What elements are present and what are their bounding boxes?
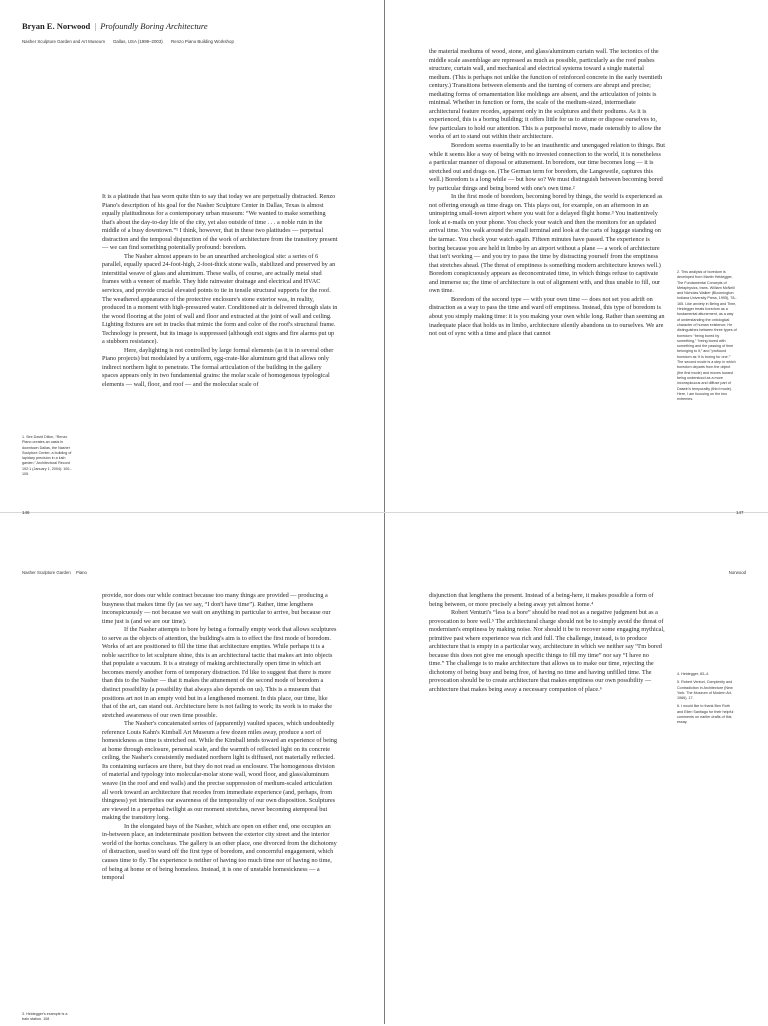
paragraph: Robert Venturi's “less is a bore” should be read not as a negative judgment but as a provocation to bore well.⁵ The architectural charge should not be to simply avoid the threat of modernism's emptiness by making noise. Nor should it be to recover some engaging mythical, primitive past where experience was rich and full. The challenge, instead, is to produce architecture that is empty in a particular way, architecture in which we neither say “I'm bored because this does not give me enough specific things to fill my time” nor say “I have no time.” The challenge is to make architecture that allows us to make our time, rejecting the dichotomy of being busy and being free, of having no time and having unfilled time. The provocation should be to create architecture that makes emptiness our own possibility — architecture that makes being away a necessary companion of place.⁶ xyxy=(429,609,665,694)
body-text xyxy=(102,193,338,390)
footnote-1: 1. See David Dillon, “Renzo Piano creates an oasis in downtown Dallas, the Nasher Sculpture Center, a building of lapidary precision in a lush garden,” Architectural Record 192:1 (January 1, 2004): 100–105. xyxy=(22,435,72,477)
page-lower-right xyxy=(384,512,768,1024)
paragraph: Here, daylighting is not controlled by large formal elements (as it is in several other Piano projects) but modulated by a uniform, egg-crate-like aluminum grid that allows only indirect northern light to penetrate. The formal articulation of the building in the gallery spaces appears only in two fundamental grains: the molar scale of homogenous typological elements — wall, floor, and roof — and the molecular scale of xyxy=(102,346,334,389)
running-head-project: Nasher Sculpture Garden xyxy=(22,570,71,575)
footnote-4: 4. Heidegger, 83–4. xyxy=(677,672,710,676)
page-146 xyxy=(0,0,384,515)
footnotes xyxy=(677,672,737,729)
paragraph: Boredom seems essentially to be an inauthentic and unengaged relation to things. But while it seems like a way of being with no invested connection to the world, it is nonetheless a particular manner of disposal or attunement. In boredom, our time becomes long — it is stretched out and drags on. (The German term for boredom, die Langeweile, captures this well.) Boredom is a long while — but how so? We must distinguish between becoming bored by particular things and being bored with one's own time.² xyxy=(429,142,666,192)
paragraph: In the first mode of boredom, becoming bored by things, the world is experienced as not offering enough as time drags on. This plays out, for example, on an afternoon in an uninspiring small-town airport where you wait for a delayed flight home.³ You inattentively look at e-mails on your phone. You check your watch and then the monitors for an updated arrival time. You walk around the small terminal and look at the carts of luggage standing on the tarmac. You check your watch again. Fifteen minutes have passed. The experience is boring because you are held in limbo by an airport without a plane — a work of architecture that isn't working — and you try to pass the time by distracting yourself from the emptiness that stretches ahead. (The threat of emptiness is something modern architecture knows well.) Boredom conspicuously appears as deconcentrated time, in which things refuse to captivate and immerse us; the time of architecture is out of alignment with, and thus unable to fill, our own time. xyxy=(429,193,663,295)
footnote-2: 2. This analysis of boredom is developed from Martin Heidegger, The Fundamental Concepts of Metaphysics, trans. William McNeill and Nicholas Walker (Bloomington: Indiana University Press, 1995), 78–165. Like anxiety in Being and Time, Heidegger treats boredom as a fundamental attunement, as a way of understanding the ontological character of human existence. He distinguishes between three types of boredom: “being bored by something,” “being bored with something and the passing of time belonging to it,” and “profound boredom as ‘it is boring for one.’” The second mode is a step in which boredom departs from the object (the first mode) and moves toward being understood as a more inconspicuous and diffuse part of Dasein's temporality (third mode). Here, I am focusing on the two extremes. xyxy=(677,270,737,402)
running-head-architect: Piano xyxy=(75,570,87,575)
paragraph: If the Nasher attempts to bore by being a formally empty work that allows sculptures to serve as the objects of attention, the building's aim is to effect the first mode of boredom. Works of art are positioned to fill the time that architecture empties. While perhaps it is a noble sacrifice to let sculpture shine, this is an architectural tactic that makes art into objects that populate a vacuum. It is a strategy of making architecturally open time in which art becomes merely another form of temporary distraction. I'd like to suggest that there is more than this to the Nasher — that it makes the attunement of the second mode of boredom a distinct possibility (a possibility that always also depends on us). This is a museum that positions art not in an empty void but in a lengthened moment. In this place, our time, like that of the art, can stand out. Architecture here is not failing to work; its work is to make the stretched awareness of our own time possible. xyxy=(102,626,337,719)
paragraph: In the elongated bays of the Nasher, which are open on either end, one occupies an in-between place, an indeterminate position between the exterior city street and the interior world of the hortus conclusus. The gallery is an other place, one divorced from the dichotomy of distraction, used to ward off the first type of boredom, and concernful engagement, which causes time to fly. The experience is neither of having too much time nor of having no time, of being at home or of being homeless. Instead, it is one of unstable homesickness — a temporal xyxy=(102,822,337,882)
article-title xyxy=(22,21,208,31)
page-number: 147 xyxy=(736,510,744,515)
body-text xyxy=(429,48,665,339)
page-number: 146 xyxy=(22,510,30,515)
footnote-5: 5. Robert Venturi, Complexity and Contradiction in Architecture (New York: The Museum of Modern Art, 1966), 17. xyxy=(677,680,733,701)
author-name: Bryan E. Norwood xyxy=(22,21,91,31)
paragraph: It is a platitude that has worn quite thin to say that today we are perpetually distracted. Renzo Piano's description of his goal for the Nasher Sculpture Center in Dallas, Texas is almost equally platitudinous for a contemporary urban museum: “We wanted to make something that's about the day-to-day life of the city, yet also outside of time . . . a noble ruin in the middle of a busy downtown.”¹ I think, however, that in these two platitudes — perpetual distraction and the temporal disjunction of the work of architecture from the transitory present — we can find something potentially profound: boredom. xyxy=(102,193,338,252)
paragraph: The Nasher's concatenated series of (apparently) vaulted spaces, which undoubtedly reference Louis Kahn's Kimball Art Museum a few dozen miles away, produce a sort of homesickness as time is stretched out. While the Kimball tends toward an experience of being at home through enclosure, personal scale, and the warmth of reflected light on its concrete ceiling, the Nasher's consistently mediated northern light is diffused, not materially reflected. Its containing surfaces are there, but they do not read as enclosure. The homogenous division of material and typology into molecular-molar stone wall, wood floor, and glass/aluminum weave (in the roof and end walls) and the precise suppression of medium-scaled articulation all work toward an architecture that recedes from immediate experience (and, perhaps, from thingness) yet intensifies our awareness of the temporality of our own disposition. Sculptures are viewed in a perpetual twilight as our moment stretches, never becoming atemporal but making the transitory long. xyxy=(102,720,338,822)
project-info xyxy=(22,39,241,44)
project-location: Dallas, USA (1999–2003) xyxy=(113,39,163,44)
footnote-6: 6. I would like to thank Ben Roth and Ellen Santiago for their helpful comments on earlier drafts of this essay. xyxy=(677,704,734,725)
paragraph: disjunction that lengthens the present. Instead of a being-here, it makes possible a form of being between, or more precisely a being away yet almost home.⁴ xyxy=(429,592,654,608)
body-text xyxy=(429,592,665,695)
paragraph: provide, nor does our while contract because too many things are provided — producing a busyness that makes time fly (as we say, “I don't have time”). Rather, time lengthens inconspicuously — not because we wait on anything in particular to arrive, but because our time just is (and we are our time). xyxy=(102,592,331,625)
running-head-author: Norwood xyxy=(728,570,746,575)
running-head xyxy=(22,570,87,575)
project-name: Nasher Sculpture Garden and Art Museum xyxy=(22,39,105,44)
footnote-3: 3. Heidegger's example is a train station. 108 xyxy=(22,1012,68,1022)
page-lower-left xyxy=(0,512,384,1024)
page-147 xyxy=(384,0,768,515)
project-architect: Renzo Piano Building Workshop xyxy=(171,39,234,44)
running-head xyxy=(729,570,746,575)
body-text xyxy=(102,592,338,883)
paragraph: the material mediums of wood, stone, and glass/aluminum curtain wall. The tectonics of the middle scale assemblage are repressed as much as possible, particularly as the roof pushes structure, curtain wall, and mechanical and electrical systems toward a single material medium. (This is perhaps not unlike the function of reinforced concrete in the early twentieth century.) Transitions between elements and the turning of corners are abrupt and precise; mediating forms of ornamentation like moldings are absent, and the articulation of joints is minimal. Whether in function or form, the scale of the medium-sized, intermediate architectural feature recedes, apparent only in the sculptures and their podiums. As it is experienced, this is a boring building; it offers little for us to attune or dispose ourselves to, few particulars to hold our attention. This is a purposeful move, made ostensibly to allow the works of art to stand out within their architecture. xyxy=(429,48,663,141)
paragraph: The Nasher almost appears to be an unearthed archeological site: a series of 6 parallel, equally spaced 24-foot-high, 2-foot-thick stone walls, stabilized and preserved by an interstitial weave of glass and aluminum. These walls, of course, are actually metal stud frames with a veneer of marble. They hide rainwater drainage and electrical and HVAC services, and provide crucial elevated points to tie in tensile structural supports for the roof. The weathered appearance of the protective enclosure's stone exterior was, in reality, produced in a moment with high-pressured water. Conditioned air is delivered through slats in the wood flooring at the joint of wall and floor and extracted at the joint of wall and ceiling. Lighting fixtures are set in tracks that mimic the form and color of the roof's structural frame. Technology is present, but its image is suppressed (although exit signs and fire alarms put up a stubborn resistance). xyxy=(102,252,338,346)
essay-title: Profoundly Boring Architecture xyxy=(100,21,208,31)
title-separator: | xyxy=(94,21,97,31)
paragraph: Boredom of the second type — with your own time — does not set you adrift on distraction as a way to pass the time and ward off emptiness. Instead, this type of boredom is about you simply making time: it is you making your own while long. Rather than seeming an inadequate place that holds us in limbo, architecture silently abandons us to ourselves. We are not out of sync with a time and place that cannot xyxy=(429,295,665,338)
